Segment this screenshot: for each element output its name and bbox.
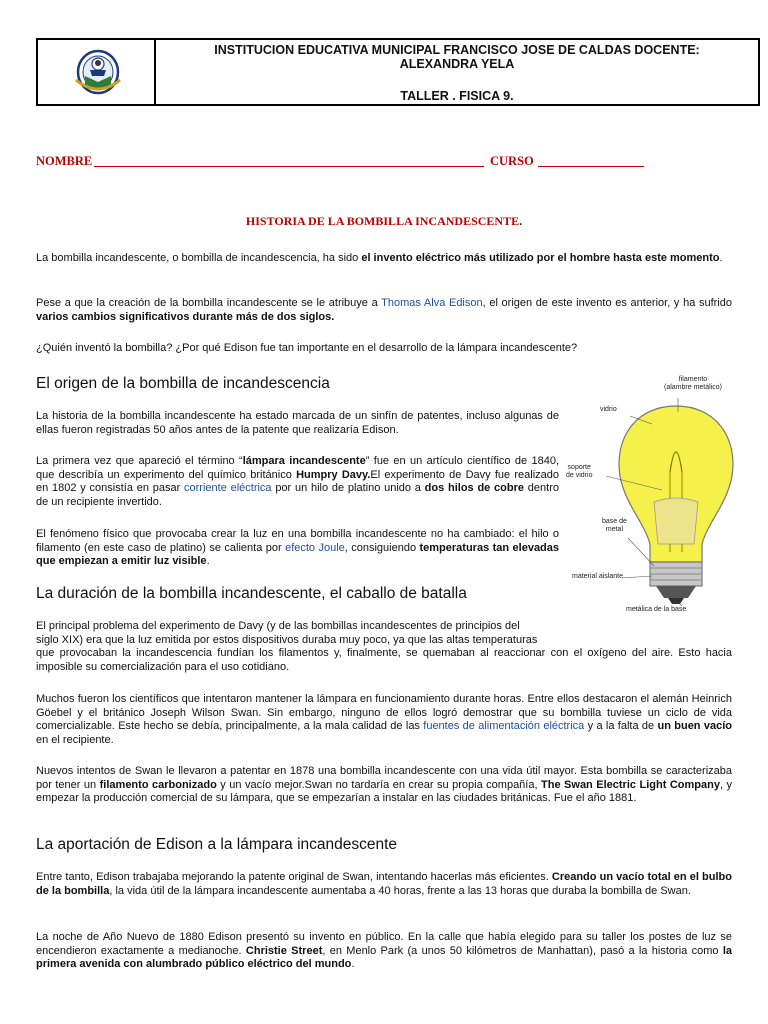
section-heading-edison: La aportación de Edison a la lámpara incandescente <box>36 836 398 853</box>
bulb-illustration <box>566 372 746 620</box>
origin-paragraph-1: La historia de la bombilla incandescente ha estado marcada de un sinfín de patentes, incluso algunas de ellas fueron registradas 50 años antes de la patente que realizaría Edison. <box>36 410 559 436</box>
edison-link[interactable]: Thomas Alva Edison <box>381 297 483 309</box>
document-title-text: HISTORIA DE LA BOMBILLA INCANDESCENTE <box>245 214 520 228</box>
name-label: NOMBRE <box>36 154 93 168</box>
power-sources-link[interactable]: fuentes de alimentación eléctrica <box>423 720 585 732</box>
workshop-title: TALLER . FISICA 9. <box>400 89 514 103</box>
school-logo <box>38 40 156 104</box>
header-text <box>156 40 758 104</box>
course-field[interactable] <box>538 166 644 167</box>
edison-paragraph-2: La noche de Año Nuevo de 1880 Edison presentó su invento en público. En la calle que había elegido para su taller los postes de luz se encendieron exactamente a medianoche. Christie Street, en Menlo Park (a unos 50 kilómetros de Manhattan), pasó a la historia como la primera avenida con alumbrado público eléctrico del mundo. <box>36 931 732 970</box>
header-box <box>36 38 760 106</box>
duration-paragraph-3: Nuevos intentos de Swan le llevaron a patentar en 1878 una bombilla incandescente con una vida útil mayor. Esta bombilla se caracterizaba por tener un filamento carbonizado y un vacío mejor.Swan no tardaría en crear su propia compañía, The Swan Electric Light Company, y empezar la producción comercial de su lámpara, que se empezarían a instalar en las ciudades británicas. Fue el año 1881. <box>36 765 732 804</box>
duration-paragraph-1-head: El principal problema del experimento de Davy (y de las bombillas incandescentes de principios del siglo XIX) era que la luz emitida por estos dispositivos duraba muy poco, ya que las altas temperaturas <box>36 620 538 646</box>
name-field[interactable] <box>94 166 484 167</box>
document-title: HISTORIA DE LA BOMBILLA INCANDESCENTE. <box>245 214 523 228</box>
origin-paragraph-2: La primera vez que apareció el término “lámpara incandescente” fue en un artículo científico de 1840, que describía un experimento del químico británico Humpry Davy.El experimento de Davy fue realizado en 1802 y consistía en pasar corriente eléctrica por un hilo de platino unido a dos hilos de cobre dentro de un recipiente invertido. <box>36 455 560 508</box>
joule-effect-link[interactable]: efecto Joule <box>285 541 345 554</box>
label-glass-support: soporte de vidrio <box>566 464 593 479</box>
duration-paragraph-1: que provocaban la incandescencia fundían los filamentos y, finalmente, se quemaban al reaccionar con el oxígeno del aire. Esto hacia imposible su comercialización para el uso cotidiano. <box>36 647 732 673</box>
teacher-name: ALEXANDRA YELA <box>399 57 515 71</box>
label-insulating-material: material aislante <box>572 573 623 580</box>
label-base-metal: metálica de la base <box>626 606 687 613</box>
label-glass: vidrio <box>600 406 617 413</box>
duration-paragraph-2: Muchos fueron los científicos que intentaron mantener la lámpara en funcionamiento durante horas. Entre ellos destacaron el alemán Heinrich Göebel y el británico Joseph Wilson Swan. Sin embargo, ninguno de ellos logró demostrar que su bombilla tuviese un ciclo de vida comercializable. Este hecho se debía, principalmente, a la mala calidad de las fuentes de alimentación eléctrica y a la falta de un buen vacío en el recipiente. <box>36 693 732 746</box>
bulb-diagram <box>566 372 746 620</box>
section-heading-origin: El origen de la bombilla de incandescencia <box>36 375 330 392</box>
label-filament: filamento (alambre metálico) <box>664 376 722 391</box>
intro-paragraph-2: Pese a que la creación de la bombilla incandescente se le atribuye a Thomas Alva Edison, el origen de este invento es anterior, y ha sufrido varios cambios significativos durante más de dos siglos. <box>36 297 732 323</box>
intro-paragraph-1: La bombilla incandescente, o bombilla de incandescencia, ha sido el invento eléctrico más utilizado por el hombre hasta este momento. <box>36 252 723 264</box>
origin-paragraph-3: El fenómeno físico que provocaba crear la luz en una bombilla incandescente no ha cambiado: el hilo o filamento (en este caso de platino) se calienta por efecto Joule, consiguiendo temperaturas tan elevadas que empiezan a emitir luz visible. <box>36 528 560 567</box>
electric-current-link[interactable]: corriente eléctrica <box>184 482 272 494</box>
section-heading-duration: La duración de la bombilla incandescente, el caballo de batalla <box>36 585 467 602</box>
label-metal-base: base de metal <box>602 518 627 533</box>
course-label: CURSO <box>490 154 534 168</box>
institution-name: INSTITUCION EDUCATIVA MUNICIPAL FRANCISCO JOSE DE CALDAS DOCENTE: <box>214 43 700 57</box>
intro-paragraph-3: ¿Quién inventó la bombilla? ¿Por qué Edison fue tan importante en el desarrollo de la lámpara incandescente? <box>36 342 578 354</box>
student-form-row <box>36 154 756 172</box>
edison-paragraph-1: Entre tanto, Edison trabajaba mejorando la patente original de Swan, intentando hacerlas más eficientes. Creando un vacío total en el bulbo de la bombilla, la vida útil de la lámpara incandescente aumentaba a 40 horas, frente a las 13 horas que duraba la bombilla de Swan. <box>36 871 732 897</box>
